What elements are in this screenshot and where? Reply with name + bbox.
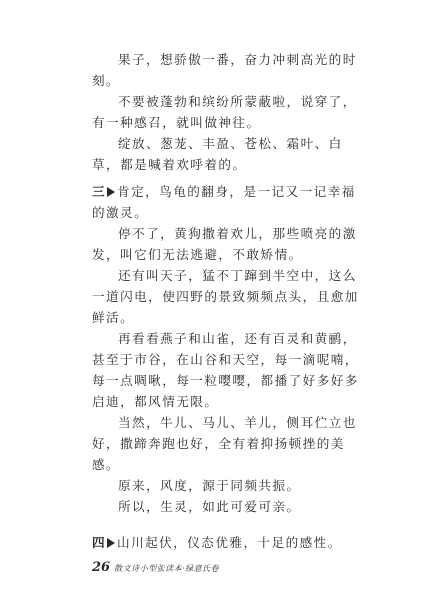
paragraph-line: 绽放、葱茏、丰盈、苍松、霜叶、白 <box>118 136 343 151</box>
section-three-line <box>92 184 356 200</box>
paragraph-line: 一道闪电，使四野的景致频频点头，且愈加 <box>92 289 359 304</box>
paragraph-line: 启迪，都风情无限。 <box>92 394 219 409</box>
section-number: 四 <box>92 535 107 550</box>
paragraph-line: 当然，牛儿、马儿、羊儿，侧耳伫立也 <box>118 415 357 430</box>
arrow-marker-icon <box>107 187 115 197</box>
paragraph-line: 感。 <box>92 457 121 472</box>
section-four-line <box>92 535 342 551</box>
paragraph-line: 停不了，黄狗撒着欢儿，那些喷亮的激 <box>118 226 357 241</box>
page-footer <box>92 556 219 575</box>
paragraph-line: 刻。 <box>92 73 121 88</box>
paragraph-line: 原来，风度，源于同频共振。 <box>118 478 301 493</box>
paragraph-line: 果子，想骄傲一番，奋力冲刺高光的时 <box>118 52 357 67</box>
section-number: 三 <box>92 184 107 199</box>
paragraph-line: 还有叫天子，猛不丁蹿到半空中，这么 <box>118 268 357 283</box>
paragraph-line: 好，撒蹄奔跑也好，全有着抑扬顿挫的美 <box>92 436 345 451</box>
paragraph-line: 甚至于市谷，在山谷和天空，每一滴呢喃， <box>92 352 359 367</box>
paragraph-line: 不要被蓬勃和缤纷所蒙蔽啦，说穿了， <box>118 94 357 109</box>
paragraph-line: 的激灵。 <box>92 205 149 220</box>
page-number: 26 <box>92 560 111 575</box>
paragraph-line: 鲜活。 <box>92 310 135 325</box>
paragraph-line: 再看看燕子和山雀，还有百灵和黄鹂， <box>118 331 357 346</box>
arrow-marker-icon <box>107 538 115 548</box>
book-title: 散文诗小型张读本·绿意氏卷 <box>114 564 220 573</box>
paragraph-line: 有一种感召，就叫做神往。 <box>92 115 261 130</box>
paragraph-text: 山川起伏，仪态优雅，十足的感性。 <box>117 535 342 550</box>
paragraph-line: 发，叫它们无法逃避，不敢矫情。 <box>92 247 303 262</box>
paragraph-text: 肯定，鸟龟的翻身，是一记又一记幸福 <box>117 184 356 199</box>
paragraph-line: 草，都是喊着欢呼着的。 <box>92 157 247 172</box>
paragraph-line: 每一点啁啾，每一粒嘤嘤，都播了好多好多 <box>92 373 359 388</box>
paragraph-line: 所以，生灵，如此可爱可亲。 <box>118 499 301 514</box>
